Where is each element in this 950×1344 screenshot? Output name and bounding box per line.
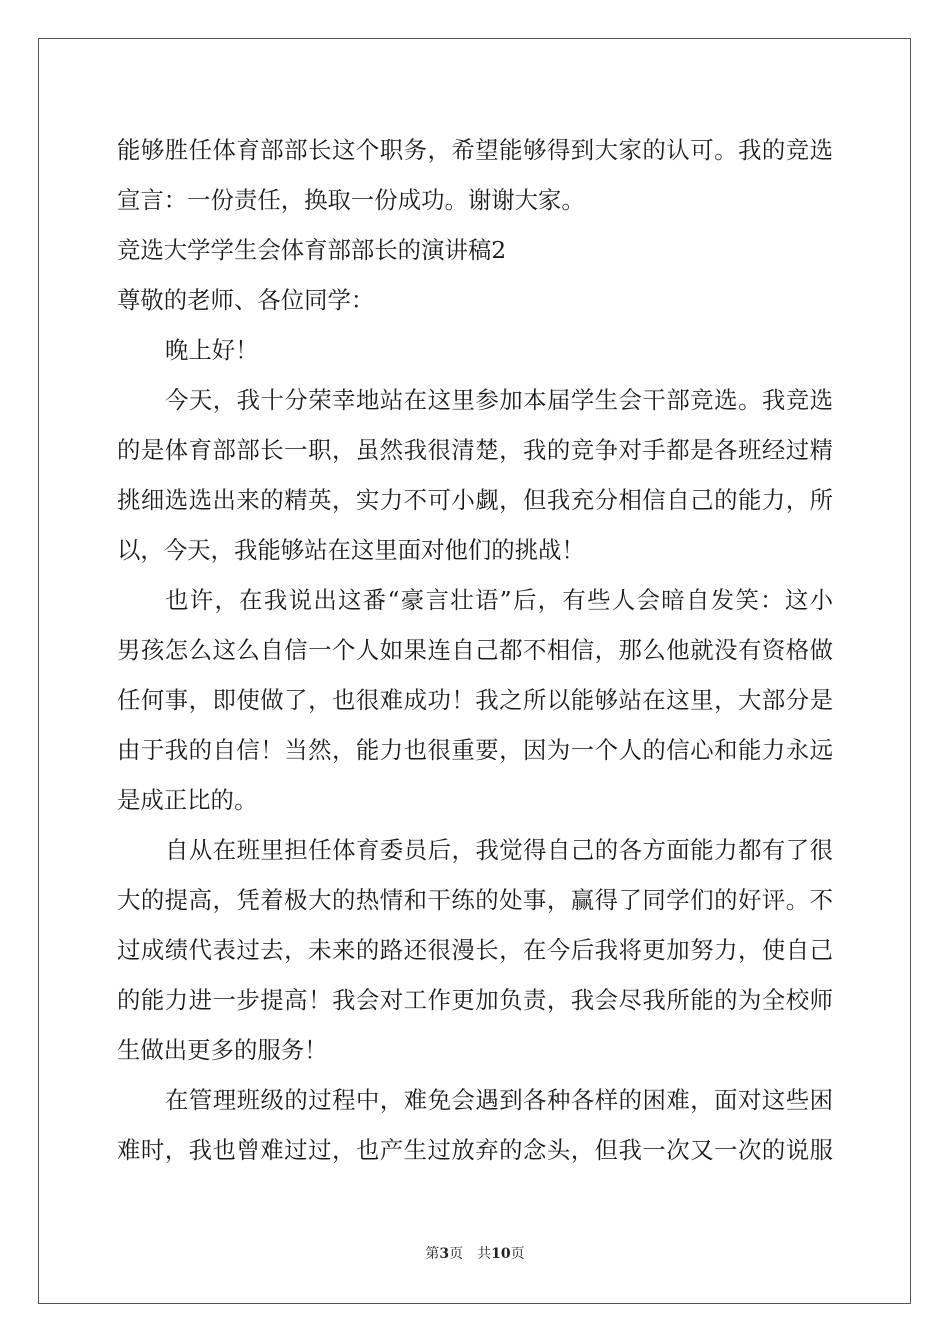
body-line: 以，今天，我能够站在这里面对他们的挑战！ bbox=[117, 536, 585, 564]
body-line: 的是体育部部长一职，虽然我很清楚，我的竞争对手都是各班经过精 bbox=[117, 436, 833, 464]
page-footer bbox=[0, 1244, 950, 1264]
body-line: 过成绩代表过去，未来的路还很漫长，在今后我将更加努力，使自己 bbox=[117, 936, 833, 964]
body-line: 能够胜任体育部部长这个职务，希望能够得到大家的认可。我的竞选 bbox=[117, 136, 833, 164]
body-line: 挑细选选出来的精英，实力不可小觑，但我充分相信自己的能力，所 bbox=[117, 486, 833, 514]
body-line: 也许，在我说出这番“豪言壮语”后，有些人会暗自发笑：这小 bbox=[165, 586, 833, 614]
page-current: 3 bbox=[439, 1246, 450, 1262]
salutation: 尊敬的老师、各位同学： bbox=[117, 286, 375, 314]
body-line: 任何事，即使做了，也很难成功！我之所以能够站在这里，大部分是 bbox=[117, 686, 833, 714]
page-prefix: 第 bbox=[425, 1246, 440, 1262]
body-line: 宣言：一份责任，换取一份成功。谢谢大家。 bbox=[117, 186, 585, 214]
body-line: 男孩怎么这么自信一个人如果连自己都不相信，那么他就没有资格做 bbox=[117, 636, 833, 664]
total-prefix: 共 bbox=[477, 1246, 492, 1262]
body-line: 今天，我十分荣幸地站在这里参加本届学生会干部竞选。我竞选 bbox=[165, 386, 833, 414]
page-unit: 页 bbox=[449, 1246, 464, 1262]
body-line: 是成正比的。 bbox=[117, 786, 258, 814]
page-total: 10 bbox=[491, 1246, 511, 1262]
body-line: 自从在班里担任体育委员后，我觉得自己的各方面能力都有了很 bbox=[165, 836, 833, 864]
body-line: 生做出更多的服务！ bbox=[117, 1036, 328, 1064]
body-line: 难时，我也曾难过过，也产生过放弃的念头，但我一次又一次的说服 bbox=[117, 1136, 833, 1164]
body-line: 由于我的自信！当然，能力也很重要，因为一个人的信心和能力永远 bbox=[117, 736, 833, 764]
body-line: 的能力进一步提高！我会对工作更加负责，我会尽我所能的为全校师 bbox=[117, 986, 833, 1014]
section-title: 竞选大学学生会体育部部长的演讲稿2 bbox=[117, 236, 507, 264]
body-line: 在管理班级的过程中，难免会遇到各种各样的困难，面对这些困 bbox=[165, 1086, 833, 1114]
total-unit: 页 bbox=[510, 1246, 525, 1262]
body-line: 大的提高，凭着极大的热情和干练的处事，赢得了同学们的好评。不 bbox=[117, 886, 833, 914]
greeting: 晚上好！ bbox=[165, 336, 259, 364]
